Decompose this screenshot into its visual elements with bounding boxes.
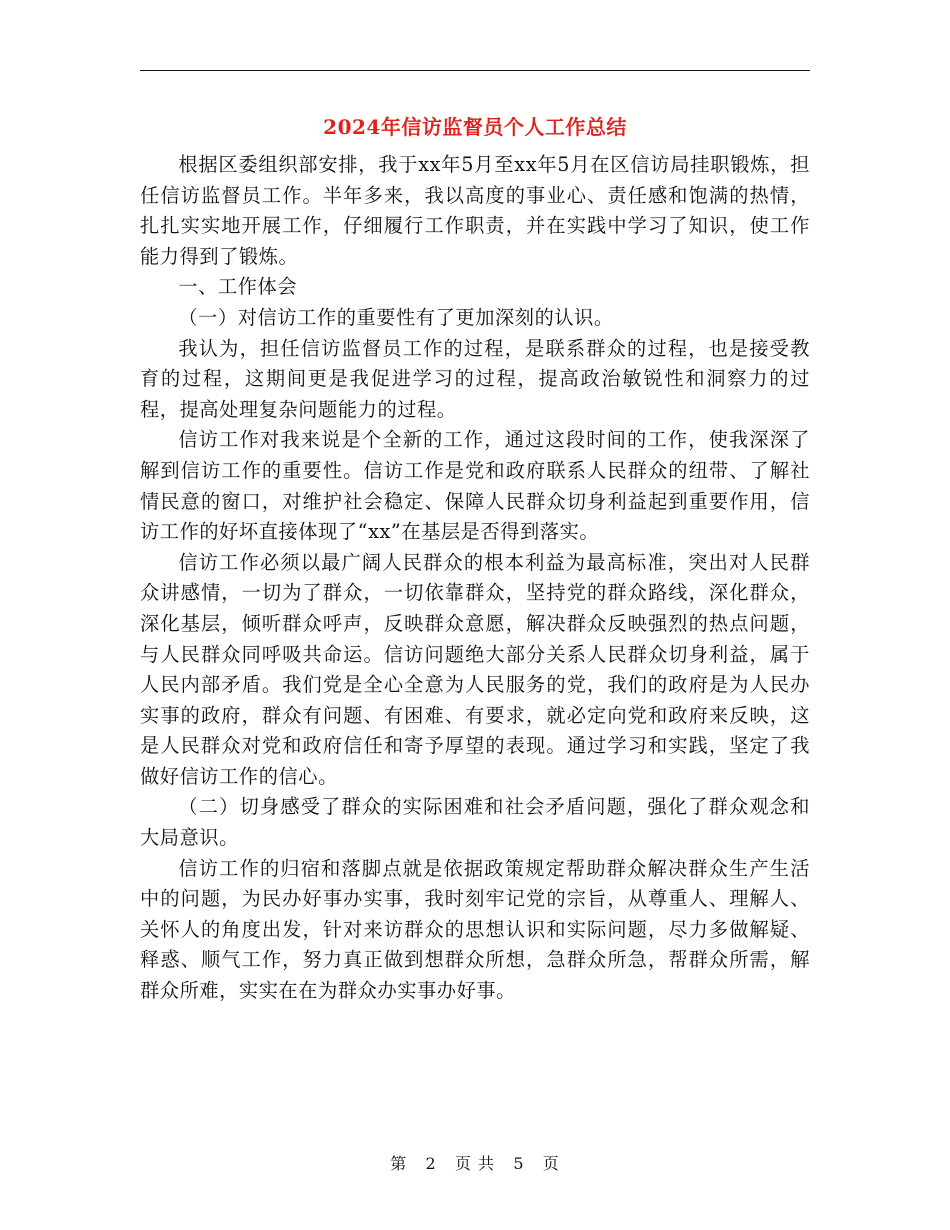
document-body [140,150,810,1007]
footer-suffix: 页 [542,1154,560,1173]
subsection-heading-1: （一）对信访工作的重要性有了更加深刻的认识。 [178,305,614,329]
document-title: 2024年信访监督员个人工作总结 [323,115,627,139]
paragraph: 信访工作必须以最广阔人民群众的根本利益为最高标准，突出对人民群众讲感情，一切为了群众，一切依靠群众，坚持党的群众路线，深化群众，深化基层，倾听群众呼声，反映群众意愿，解决群众反映强烈的热点问题，与人民群众同呼吸共命运。信访问题绝大部分关系人民群众切身利益，属于人民内部矛盾。我们党是全心全意为人民服务的党，我们的政府是为人民办实事的政府，群众有问题、有困难、有要求，就必定向党和政府来反映，这是人民群众对党和政府信任和寄予厚望的表现。通过学习和实践，坚定了我做好信访工作的信心。 [140,550,810,788]
footer-prefix: 第 [390,1154,408,1173]
section-heading-1: 一、工作体会 [178,275,298,299]
subsection-heading-2: （二）切身感受了群众的实际困难和社会矛盾问题，强化了群众观念和大局意识。 [140,795,810,850]
paragraph: 信访工作对我来说是个全新的工作，通过这段时间的工作，使我深深了解到信访工作的重要性。信访工作是党和政府联系人民群众的纽带、了解社情民意的窗口，对维护社会稳定、保障人民群众切身利益起到重要作用，信访工作的好坏直接体现了“xx”在基层是否得到落实。 [140,428,810,544]
page-number: 2 [425,1154,437,1173]
page-footer [140,1152,810,1176]
page-total: 5 [513,1154,525,1173]
paragraph: 信访工作的归宿和落脚点就是依据政策规定帮助群众解决群众生产生活中的问题，为民办好事办实事，我时刻牢记党的宗旨，从尊重人、理解人、关怀人的角度出发，针对来访群众的思想认识和实际问题，尽力多做解疑、释惑、顺气工作，努力真正做到想群众所想，急群众所急，帮群众所需，解群众所难，实实在在为群众办实事办好事。 [140,856,810,1003]
footer-middle: 页 共 [454,1154,496,1173]
header-rule [140,70,810,71]
paragraph: 我认为，担任信访监督员工作的过程，是联系群众的过程，也是接受教育的过程，这期间更是我促进学习的过程，提高政治敏锐性和洞察力的过程，提高处理复杂问题能力的过程。 [140,336,810,421]
paragraph-intro: 根据区委组织部安排，我于xx年5月至xx年5月在区信访局挂职锻炼，担任信访监督员工作。半年多来，我以高度的事业心、责任感和饱满的热情，扎扎实实地开展工作，仔细履行工作职责，并在实践中学习了知识，使工作能力得到了锻炼。 [140,153,810,268]
